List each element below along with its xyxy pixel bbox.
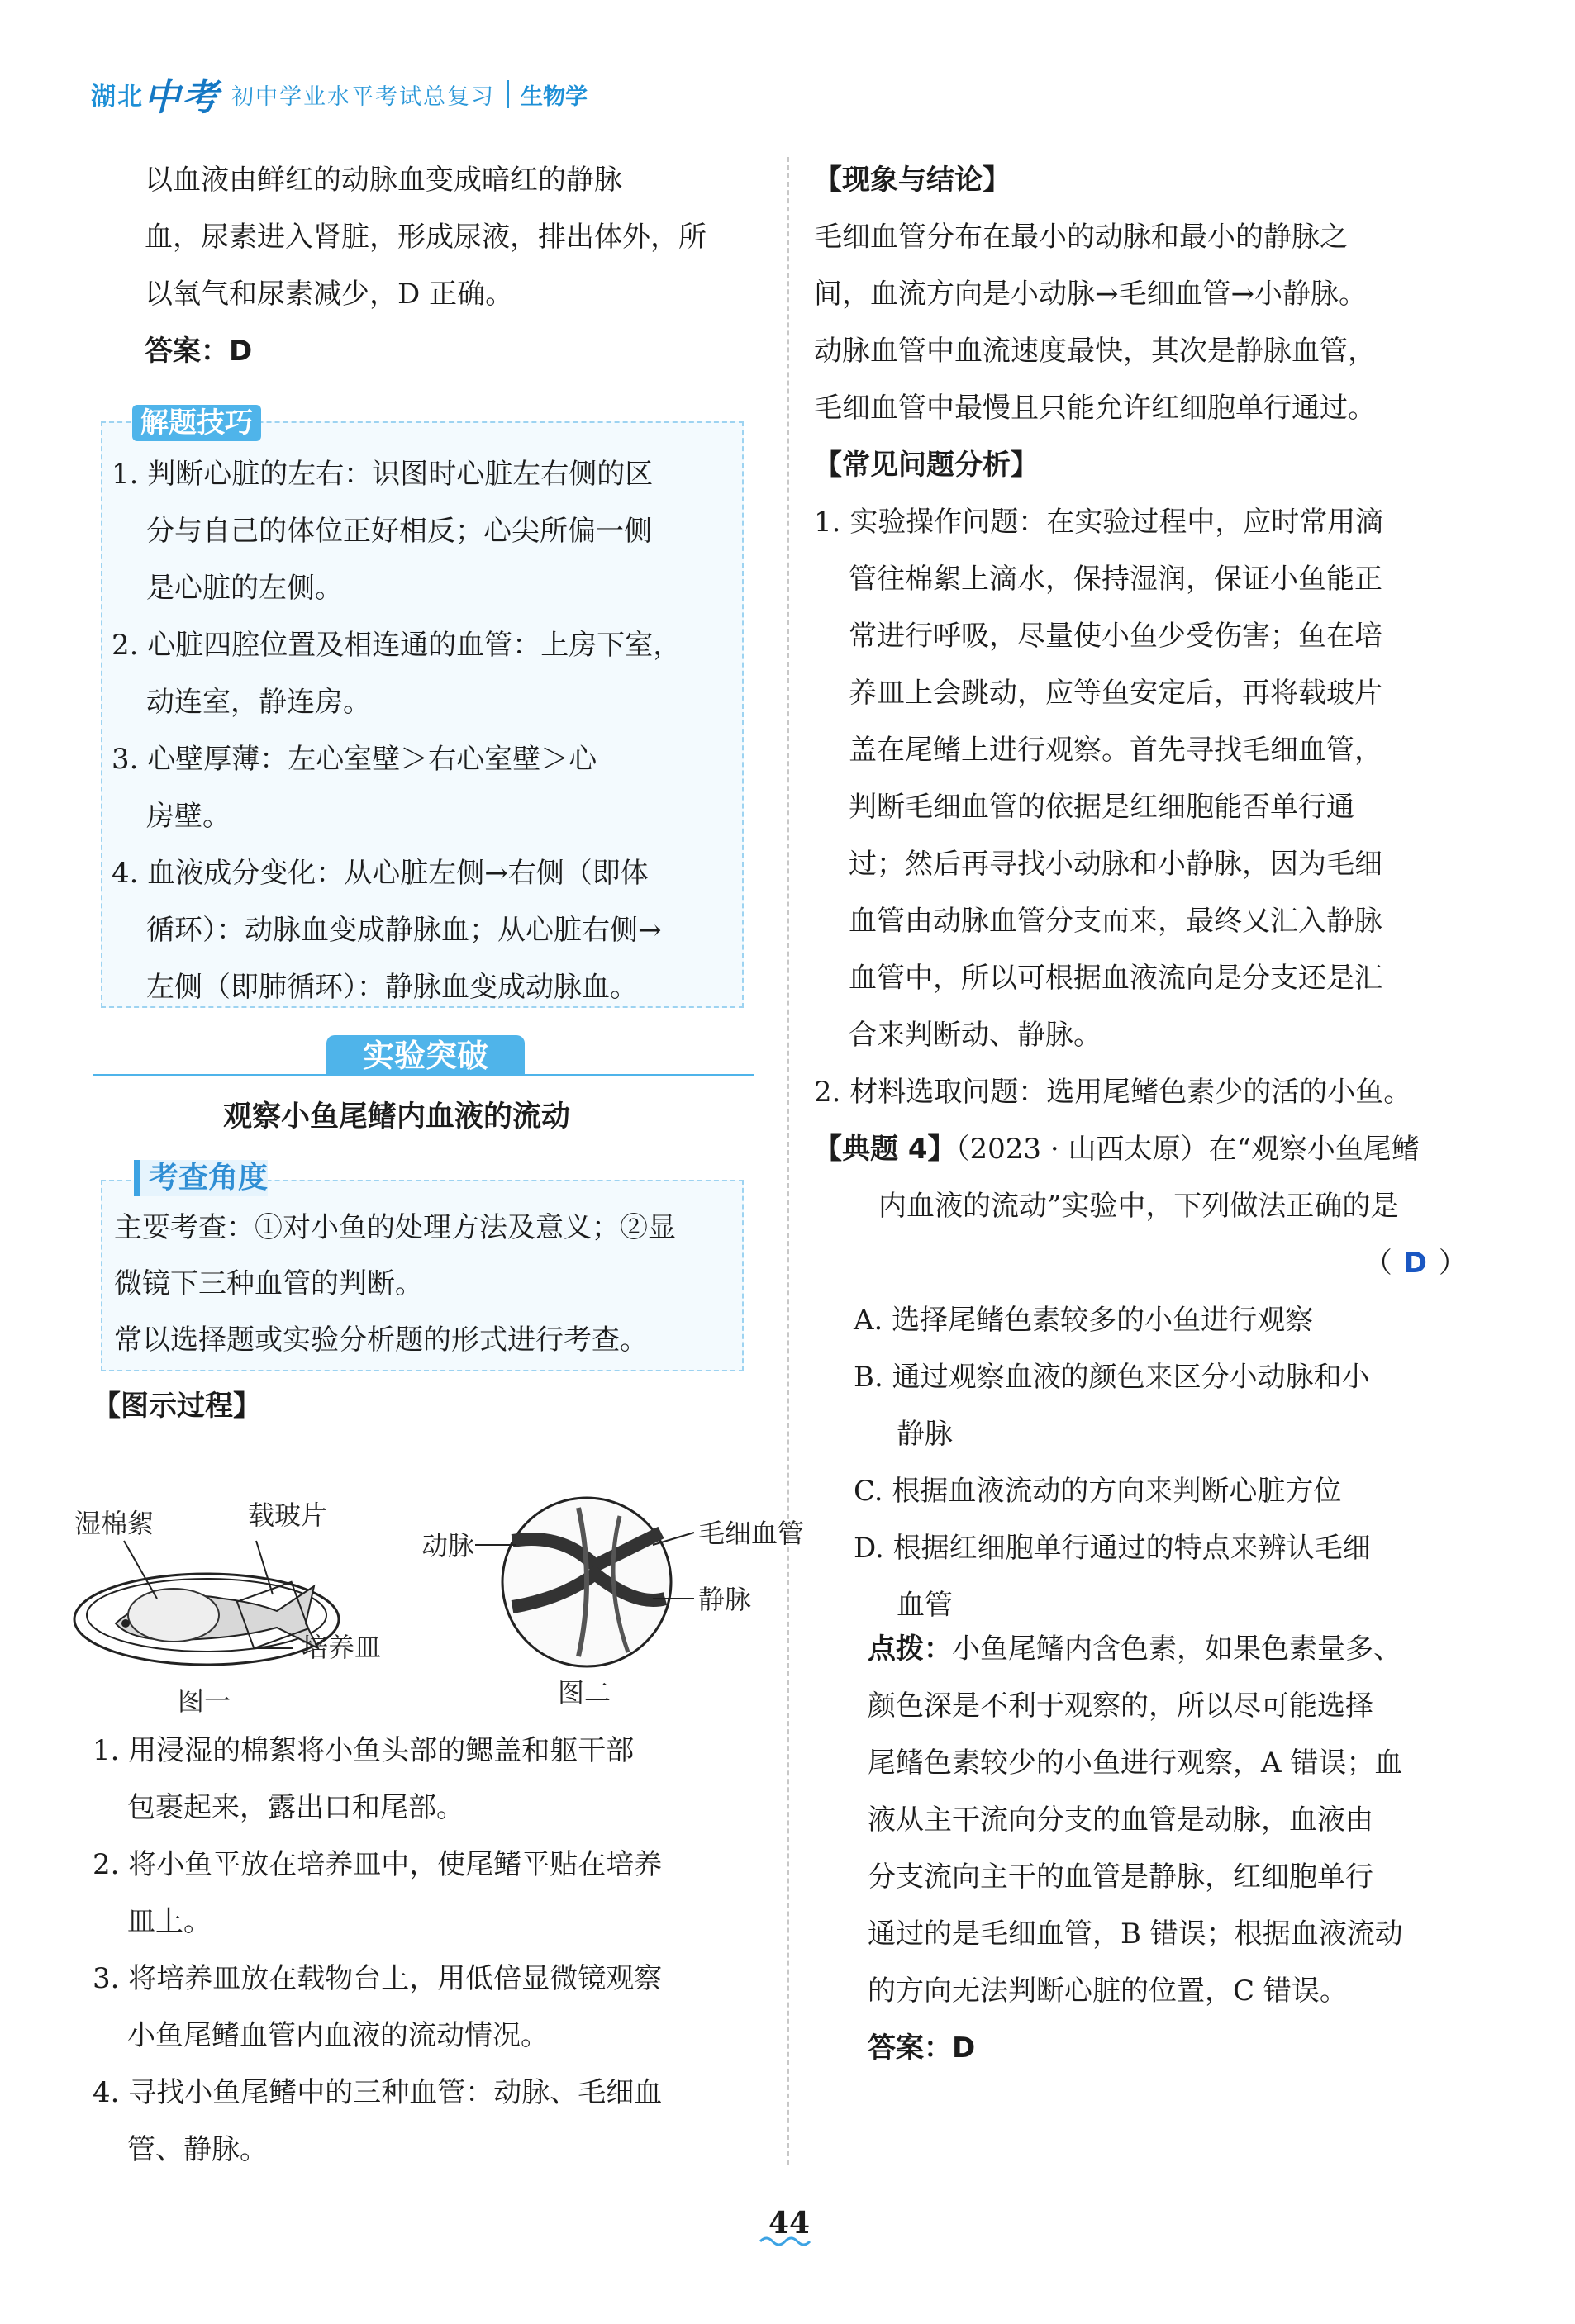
tip-line: 4. 血液成分变化：从心脏左侧→右侧（即体	[112, 857, 649, 890]
option-c: C. 根据血液流动的方向来判断心脏方位	[854, 1475, 1342, 1508]
option-a: A. 选择尾鳍色素较多的小鱼进行观察	[854, 1304, 1314, 1337]
header-subtitle: 初中学业水平考试总复习	[231, 83, 495, 110]
tips-tag: 解题技巧	[132, 405, 261, 441]
page-number-wave	[760, 2235, 810, 2248]
faq-line: 2. 材料选取问题：选用尾鳍色素少的活的小鱼。	[814, 1076, 1412, 1109]
tip-line: 左侧（即肺循环）：静脉血变成动脉血。	[146, 971, 638, 1004]
wet-cotton-shape	[128, 1589, 219, 1642]
label-vein: 静脉	[698, 1584, 752, 1615]
phenomena-heading: 【现象与结论】	[814, 164, 1011, 197]
focus-line: 微镜下三种血管的判断。	[114, 1267, 423, 1300]
figure-one	[74, 1499, 381, 1717]
tip-line: 2. 心脏四腔位置及相连通的血管：上房下室，	[112, 629, 682, 662]
tip-line: 循环）：动脉血变成静脉血；从心脏右侧→	[146, 914, 662, 947]
filled-answer: D	[1403, 1247, 1427, 1280]
process-heading: 【图示过程】	[93, 1390, 261, 1423]
label-slide: 载玻片	[248, 1499, 328, 1531]
hint-line: 的方向无法判断心脏的位置，C 错误。	[868, 1975, 1348, 2008]
question-stem-line	[814, 1121, 1483, 1178]
step-line: 包裹起来，露出口和尾部。	[127, 1791, 464, 1824]
faq-line: 管往棉絮上滴水，保持湿润，保证小鱼能正	[849, 563, 1382, 596]
tip-line: 动连室，静连房。	[146, 686, 371, 719]
hint-label: 点拨：	[868, 1633, 952, 1666]
experiment-figures	[66, 1483, 805, 1723]
label-artery: 动脉	[421, 1530, 475, 1561]
faq-line: 过；然后再寻找小动脉和小静脉，因为毛细	[849, 848, 1382, 881]
hint-line: 通过的是毛细血管，B 错误；根据血液流动	[868, 1918, 1403, 1951]
paren-right: ）	[1439, 1247, 1467, 1280]
answer-line: 答案：D	[868, 2032, 976, 2065]
phenomena-line: 毛细血管中最慢且只能允许红细胞单行通过。	[814, 392, 1376, 425]
caption-figure-one: 图一	[178, 1685, 231, 1717]
question-stem: （2023 · 山西太原）在“观察小鱼尾鳍	[955, 1133, 1420, 1166]
tip-line: 房壁。	[146, 800, 231, 833]
faq-line: 血管中，所以可根据血液流向是分支还是汇	[849, 962, 1382, 995]
tip-line: 1. 判断心脏的左右：识图时心脏左右侧的区	[112, 458, 654, 491]
tip-line: 分与自己的体位正好相反；心尖所偏一侧	[146, 515, 652, 548]
header-subject: 生物学	[521, 83, 588, 110]
question-label: 【典题 4】	[814, 1133, 956, 1166]
column-divider	[788, 157, 789, 2165]
step-line: 皿上。	[127, 1905, 212, 1938]
label-wet-cotton: 湿棉絮	[74, 1508, 155, 1539]
focus-tag: 考查角度	[134, 1160, 268, 1196]
option-b-cont: 静脉	[897, 1418, 953, 1451]
faq-line: 养皿上会跳动，应等鱼安定后，再将载玻片	[849, 677, 1382, 710]
hint-text: 小鱼尾鳍内含色素，如果色素量多、	[952, 1633, 1401, 1666]
faq-line: 合来判断动、静脉。	[849, 1019, 1102, 1052]
focus-text	[114, 1200, 759, 1368]
step-line: 3. 将培养皿放在载物台上，用低倍显微镜观察	[93, 1962, 663, 1995]
brand-hubei: 湖北	[91, 83, 144, 112]
faq-heading: 【常见问题分析】	[814, 449, 1039, 482]
answer-line: 答案：D	[145, 335, 253, 368]
text-line: 血，尿素进入肾脏，形成尿液，排出体外，所	[145, 221, 707, 254]
faq-line: 盖在尾鳍上进行观察。首先寻找毛细血管，	[849, 734, 1382, 767]
phenomena-line: 毛细血管分布在最小的动脉和最小的静脉之	[814, 221, 1348, 254]
faq-line: 常进行呼吸，尽量使小鱼少受伤害；鱼在培	[849, 620, 1382, 653]
tips-list	[112, 446, 756, 1016]
leader-line	[256, 1541, 273, 1594]
phenomena-section	[814, 152, 1483, 1634]
faq-line: 1. 实验操作问题：在实验过程中，应时常用滴	[814, 506, 1384, 539]
focus-line: 常以选择题或实验分析题的形式进行考查。	[114, 1324, 648, 1357]
step-line: 1. 用浸湿的棉絮将小鱼头部的鳃盖和躯干部	[93, 1734, 635, 1767]
paren-left: （	[1363, 1247, 1392, 1280]
hint-line: 分支流向主干的血管是静脉，红细胞单行	[868, 1861, 1373, 1894]
hint-line: 颜色深是不利于观察的，所以尽可能选择	[868, 1690, 1373, 1723]
caption-figure-two: 图二	[558, 1677, 611, 1709]
hint-line: 尾鳍色素较少的小鱼进行观察，A 错误；血	[868, 1747, 1403, 1780]
hint-line	[868, 1621, 1496, 1678]
experiment-title: 观察小鱼尾鳍内血液的流动	[223, 1100, 571, 1133]
option-d: D. 根据红细胞单行通过的特点来辨认毛细	[854, 1532, 1371, 1565]
left-top-paragraph	[145, 152, 789, 380]
phenomena-line: 间，血流方向是小动脉→毛细血管→小静脉。	[814, 278, 1367, 311]
option-d-cont: 血管	[897, 1589, 953, 1622]
question-stem-line: 内血液的流动”实验中，下列做法正确的是	[878, 1190, 1399, 1223]
option-b: B. 通过观察血液的颜色来区分小动脉和小	[854, 1361, 1370, 1394]
figure-two	[421, 1498, 804, 1709]
step-line: 4. 寻找小鱼尾鳍中的三种血管：动脉、毛细血	[93, 2076, 663, 2109]
label-petri-dish: 培养皿	[302, 1632, 382, 1663]
tip-line: 3. 心壁厚薄：左心室壁＞右心室壁＞心	[112, 743, 597, 776]
text-line: 以血液由鲜红的动脉血变成暗红的静脉	[145, 164, 622, 197]
header-divider	[507, 80, 509, 108]
faq-line: 判断毛细血管的依据是红细胞能否单行通	[849, 791, 1354, 824]
page-number: 44	[768, 2206, 811, 2241]
fish-eye	[121, 1619, 130, 1628]
hint-line: 液从主干流向分支的血管是动脉，血液由	[868, 1804, 1373, 1837]
section-title: 实验突破	[326, 1035, 525, 1076]
faq-line: 血管由动脉血管分支而来，最终又汇入静脉	[849, 905, 1382, 938]
focus-line: 主要考查：①对小鱼的处理方法及意义；②显	[114, 1211, 676, 1244]
tip-line: 是心脏的左侧。	[146, 572, 343, 605]
label-capillary: 毛细血管	[698, 1518, 805, 1549]
process-steps	[93, 1723, 737, 2179]
brand-zhongkao: 中考	[144, 77, 220, 119]
page-header	[91, 76, 588, 119]
step-line: 小鱼尾鳍血管内血液的流动情况。	[127, 2019, 549, 2052]
step-line: 管、静脉。	[127, 2133, 268, 2166]
leader-line	[124, 1541, 157, 1599]
step-line: 2. 将小鱼平放在培养皿中，使尾鳍平贴在培养	[93, 1848, 663, 1881]
text-line: 以氧气和尿素减少，D 正确。	[145, 278, 514, 311]
hint-section	[868, 1621, 1496, 2077]
phenomena-line: 动脉血管中血流速度最快，其次是静脉血管，	[814, 335, 1376, 368]
answer-bracket	[814, 1235, 1483, 1292]
